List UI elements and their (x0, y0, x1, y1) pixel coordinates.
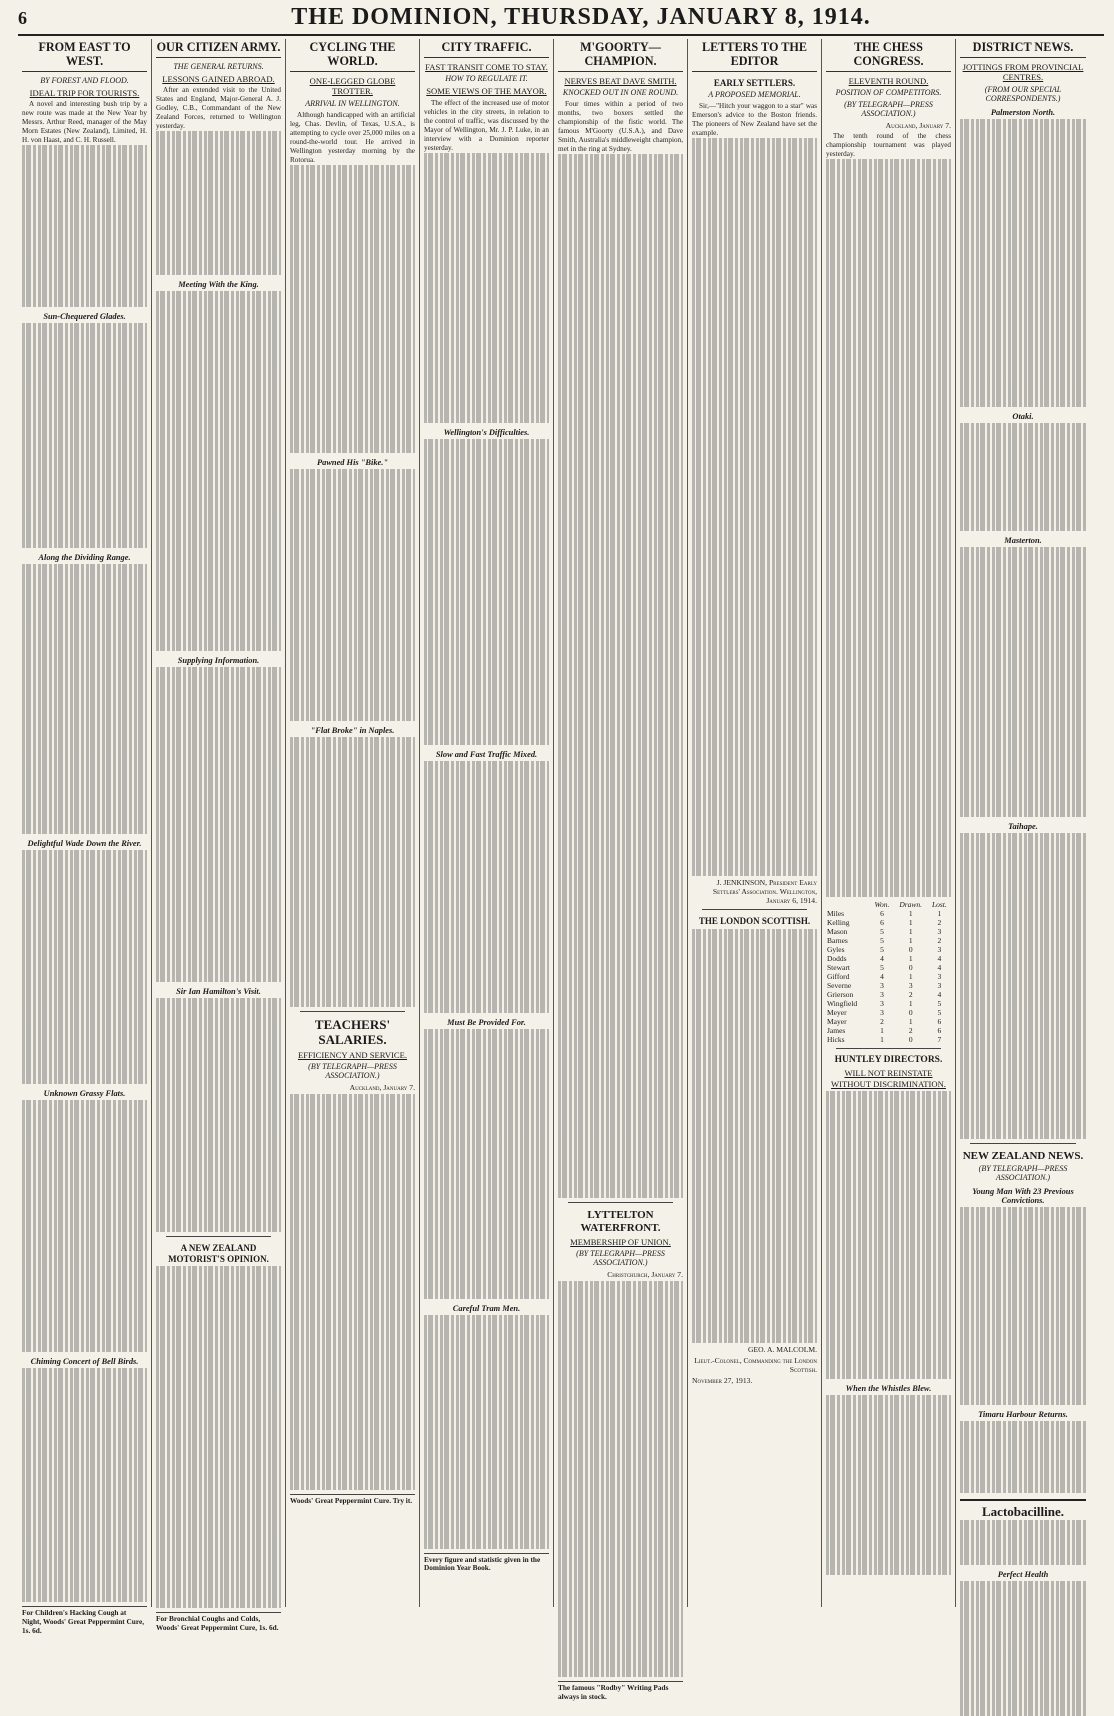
section-heading: Pawned His "Bike." (317, 457, 388, 467)
table-cell: 1 (880, 1026, 884, 1036)
column-7 (822, 39, 956, 1607)
body-text (424, 153, 549, 423)
body-text (826, 1091, 951, 1379)
table-header-cell: Won. (874, 900, 890, 910)
body-text (960, 833, 1086, 1139)
section-heading: Masterton. (1004, 535, 1042, 545)
body-text (558, 154, 683, 1198)
divider (702, 909, 807, 910)
body-text (156, 291, 281, 651)
divider (836, 1048, 941, 1049)
divider (970, 1143, 1076, 1144)
table-cell: Stewart (827, 963, 850, 973)
section-heading: When the Whistles Blew. (845, 1383, 932, 1393)
story-headline: LYTTELTON WATERFRONT. (580, 1209, 661, 1235)
table-cell: 1 (908, 918, 913, 928)
column-1 (18, 39, 152, 1635)
advertisement-title: Lactobacilline. (960, 1499, 1086, 1520)
deck: BY FOREST AND FLOOD. (40, 76, 129, 86)
table-cell: Grierson (827, 990, 854, 1000)
table-cell: 0 (908, 963, 913, 973)
table-row (826, 1026, 951, 1035)
body-text (960, 119, 1086, 407)
subhead: HOW TO REGULATE IT. (445, 74, 528, 84)
table-cell: Gyles (827, 945, 845, 955)
divider (166, 1236, 271, 1237)
table-cell: 5 (937, 1008, 942, 1018)
headline: M'GOORTY—CHAMPION. (558, 40, 683, 72)
body-text (22, 564, 147, 834)
body-text (424, 761, 549, 1013)
table-cell: 1 (908, 936, 913, 946)
table-cell: 1 (908, 927, 913, 937)
table-row (826, 909, 951, 918)
divider (568, 1202, 673, 1203)
table-row (826, 918, 951, 927)
article-intro: Four times within a period of two months, two boxers settled the championship of the fistic world. The famous M'Goorty (U.S.A.), and Dave Smith, Australia's middleweight champion, met in the ring at Sydney. (558, 100, 683, 154)
table-row (826, 954, 951, 963)
table-row (826, 927, 951, 936)
table-cell: 3 (937, 945, 942, 955)
section-heading: Along the Dividing Range. (38, 553, 131, 563)
section-heading: Chiming Concert of Bell Birds. (30, 1357, 139, 1367)
letter-intro: Sir,—"Hitch your waggon to a star" was Emerson's advice to the Boston friends. The pioneers of New Zealand have set the example. (692, 102, 817, 138)
table-row (826, 945, 951, 954)
story-headline: NEW ZEALAND NEWS. (962, 1149, 1084, 1162)
table-row (826, 936, 951, 945)
story-dateline: Auckland, January 7. (885, 121, 951, 131)
deck: THE GENERAL RETURNS. (173, 62, 264, 72)
body-text (960, 423, 1086, 531)
deck: ONE-LEGGED GLOBE TROTTER. (309, 76, 396, 97)
column-2 (152, 39, 286, 1632)
section-heading: Young Man With 23 Previous Convictions. (972, 1187, 1074, 1206)
table-cell: 0 (908, 1008, 913, 1018)
section-heading: Sun-Chequered Glades. (43, 312, 126, 322)
article-intro: The tenth round of the chess championship tournament was played yesterday. (826, 132, 951, 159)
table-cell: Severne (827, 981, 852, 991)
section-heading: Unknown Grassy Flats. (43, 1089, 126, 1099)
table-cell: 6 (937, 1017, 942, 1027)
body-text (960, 1207, 1086, 1405)
table-cell: 3 (937, 981, 942, 991)
subhead: KNOCKED OUT IN ONE ROUND. (562, 88, 679, 98)
table-cell: 3 (880, 1008, 884, 1018)
newspaper-title: THE DOMINION, THURSDAY, JANUARY 8, 1914. (291, 4, 871, 30)
section-heading: Taihape. (1008, 821, 1038, 831)
body-text (692, 138, 817, 876)
deck-2: SOME VIEWS OF THE MAYOR. (426, 86, 547, 97)
subhead: ARRIVAL IN WELLINGTON. (305, 98, 400, 108)
table-cell: 1 (908, 954, 913, 964)
headline: LETTERS TO THE EDITOR (692, 40, 817, 72)
body-text (22, 850, 147, 1084)
section-heading: Palmerston North. (990, 107, 1056, 117)
deck: JOTTINGS FROM PROVINCIAL CENTRES. (962, 62, 1084, 83)
table-row (826, 999, 951, 1008)
story-byline: (BY TELEGRAPH—PRESS ASSOCIATION.) (978, 1164, 1068, 1183)
section-heading: Must Be Provided For. (447, 1017, 526, 1027)
story-byline: (BY TELEGRAPH—PRESS ASSOCIATION.) (844, 100, 933, 119)
letter-signoff: GEO. A. MALCOLM. (748, 1344, 817, 1354)
story-dateline: Auckland, January 7. (349, 1082, 415, 1092)
column-5 (554, 39, 688, 1701)
table-row (826, 963, 951, 972)
table-cell: Hicks (827, 1035, 845, 1045)
advertisement: The famous "Rodby" Writing Pads always in stock. (558, 1681, 683, 1702)
table-cell: James (827, 1026, 846, 1036)
table-row (826, 1008, 951, 1017)
section-heading: Timaru Harbour Returns. (978, 1410, 1068, 1420)
body-text (156, 998, 281, 1232)
story-headline: THE LONDON SCOTTISH. (698, 916, 811, 927)
table-cell: 1 (908, 909, 913, 919)
section-heading: Wellington's Difficulties. (443, 427, 530, 437)
advertisement-text (960, 1581, 1086, 1716)
body-text (424, 1315, 549, 1549)
article-intro: A novel and interesting bush trip by a new route was made at the New Year by Messrs. Arthur Reed, manager of the May Morn Estates (New Zealand), Limited, H. H. von Haast, and C. H. Russell. (22, 100, 147, 145)
table-cell: 3 (880, 981, 884, 991)
table-header-cell: Drawn. (899, 900, 923, 910)
table-header-cell (826, 900, 870, 909)
story-byline: (BY TELEGRAPH—PRESS ASSOCIATION.) (576, 1248, 665, 1267)
headline: CITY TRAFFIC. (424, 40, 549, 58)
body-text (22, 1100, 147, 1352)
body-text (22, 145, 147, 307)
deck: EARLY SETTLERS. (713, 78, 796, 89)
table-row (826, 1017, 951, 1026)
letter-signoff-detail: Lieut.-Colonel, Commanding the London Scottish. (694, 1355, 817, 1374)
table-cell: 1 (908, 999, 913, 1009)
body-text (22, 323, 147, 548)
table-cell: 0 (908, 945, 913, 955)
story-deck: MEMBERSHIP OF UNION. (570, 1236, 671, 1247)
deck: NERVES BEAT DAVE SMITH. (564, 76, 677, 87)
page-number: 6 (18, 8, 27, 28)
table-cell: 5 (880, 927, 884, 937)
body-text (22, 1368, 147, 1602)
table-header-cell: Lost. (931, 900, 947, 910)
headline: THE CHESS CONGRESS. (826, 40, 951, 72)
subhead: A PROPOSED MEMORIAL. (708, 90, 801, 100)
body-text (826, 1395, 951, 1575)
story-deck: EFFICIENCY AND SERVICE. (297, 1049, 408, 1060)
chess-standings-table (826, 900, 951, 1044)
table-cell: 1 (908, 972, 913, 982)
divider (300, 1011, 405, 1012)
byline: (FROM OUR SPECIAL CORRESPONDENTS.) (984, 84, 1062, 103)
deck: FAST TRANSIT COME TO STAY. (425, 62, 548, 73)
column-8 (956, 39, 1090, 1607)
section-heading: Delightful Wade Down the River. (27, 839, 142, 849)
column-3 (286, 39, 420, 1607)
body-text (424, 1029, 549, 1299)
table-cell: 6 (880, 909, 884, 919)
advertisement-subtitle: Perfect Health (997, 1570, 1049, 1580)
advertisement: For Bronchial Coughs and Colds, Woods' Great Peppermint Cure, 1s. 6d. (156, 1612, 281, 1633)
article-intro: Although handicapped with an artificial leg, Chas. Devlin, of Texas, U.S.A., is attempting to cycle over 25,000 miles on a round-the-world tour. He arrived in Wellington yesterday morning by the Rotorua. (290, 110, 415, 164)
story-headline: A NEW ZEALAND MOTORIST'S OPINION. (168, 1243, 269, 1264)
section-heading: Otaki. (1012, 411, 1034, 421)
column-6 (688, 39, 822, 1607)
table-row (826, 1035, 951, 1044)
table-cell: Miles (827, 909, 845, 919)
table-cell: 2 (937, 918, 942, 928)
table-cell: 3 (937, 972, 942, 982)
advertisement: Every figure and statistic given in the Dominion Year Book. (424, 1553, 549, 1574)
letter-date: November 27, 1913. (692, 1375, 753, 1385)
story-headline: HUNTLEY DIRECTORS. (834, 1055, 943, 1066)
advertisement-text (960, 1520, 1086, 1565)
table-cell: Mayer (827, 1017, 847, 1027)
story-deck: WILL NOT REINSTATE WITHOUT DISCRIMINATION. (831, 1068, 946, 1089)
table-cell: 3 (937, 927, 942, 937)
table-cell: 7 (937, 1035, 942, 1045)
table-cell: 3 (880, 999, 884, 1009)
section-heading: Careful Tram Men. (452, 1303, 521, 1313)
section-heading: Meeting With the King. (178, 280, 259, 290)
masthead (18, 4, 1104, 36)
body-text (960, 1421, 1086, 1493)
table-cell: 6 (937, 1026, 942, 1036)
body-text (826, 159, 951, 897)
table-cell: 4 (937, 963, 942, 973)
article-intro: After an extended visit to the United States and England, Major-General A. J. Godley, C.B., Commandant of the New Zealand Forces, returned to Wellington yesterday. (156, 86, 281, 131)
table-cell: 5 (880, 936, 884, 946)
table-cell: 2 (908, 1026, 913, 1036)
body-text (156, 667, 281, 982)
columns (18, 39, 1104, 1701)
article-intro: The effect of the increased use of motor vehicles in the city streets, in relation to the control of traffic, was discussed by the Mayor of Wellington, Mr. J. P. Luke, in an interview with a Dominion reporter yesterday. (424, 98, 549, 152)
table-cell: Barnes (827, 936, 848, 946)
subhead: LESSONS GAINED ABROAD. (162, 74, 275, 85)
body-text (290, 1094, 415, 1490)
body-text (424, 439, 549, 745)
story-headline: TEACHERS' SALARIES. (314, 1016, 391, 1047)
table-cell: Dodds (827, 954, 847, 964)
table-cell: 5 (880, 945, 884, 955)
deck: ELEVENTH ROUND. (848, 76, 929, 87)
body-text (290, 469, 415, 721)
table-cell: 2 (880, 1017, 884, 1027)
table-cell: 4 (880, 972, 884, 982)
headline: DISTRICT NEWS. (960, 40, 1086, 58)
body-text (558, 1281, 683, 1677)
table-cell: 4 (937, 954, 942, 964)
table-cell: 2 (937, 936, 942, 946)
table-cell: Mason (827, 927, 848, 937)
section-heading: Supplying Information. (177, 656, 260, 666)
body-text (692, 929, 817, 1343)
table-cell: 3 (880, 990, 884, 1000)
headline: FROM EAST TO WEST. (22, 40, 147, 72)
letter-signoff: J. JENKINSON, President Early Settlers' Association. Wellington, January 6, 1914. (712, 878, 817, 906)
headline: OUR CITIZEN ARMY. (156, 40, 281, 58)
table-cell: Meyer (827, 1008, 847, 1018)
headline: CYCLING THE WORLD. (290, 40, 415, 72)
table-cell: Kelling (827, 918, 850, 928)
table-row (826, 990, 951, 999)
table-cell: 5 (880, 963, 884, 973)
table-cell: Wingfield (827, 999, 858, 1009)
body-text (156, 1266, 281, 1608)
column-4 (420, 39, 554, 1607)
table-cell: 1 (880, 1035, 884, 1045)
subhead: POSITION OF COMPETITORS. (835, 88, 942, 98)
table-cell: 1 (937, 909, 942, 919)
table-cell: 2 (908, 990, 913, 1000)
section-heading: Sir Ian Hamilton's Visit. (176, 987, 261, 997)
body-text (960, 547, 1086, 817)
advertisement: Woods' Great Peppermint Cure. Try it. (290, 1494, 415, 1506)
story-byline: (BY TELEGRAPH—PRESS ASSOCIATION.) (308, 1061, 397, 1080)
advertisement: For Children's Hacking Cough at Night, Woods' Great Peppermint Cure, 1s. 6d. (22, 1606, 147, 1635)
table-row (826, 972, 951, 981)
body-text (290, 737, 415, 1007)
subhead: IDEAL TRIP FOR TOURISTS. (29, 88, 140, 99)
story-dateline: Christchurch, January 7. (607, 1269, 683, 1279)
table-cell: 0 (908, 1035, 913, 1045)
table-cell: 3 (908, 981, 913, 991)
table-cell: 4 (937, 990, 942, 1000)
section-heading: "Flat Broke" in Naples. (310, 725, 395, 735)
table-row (826, 981, 951, 990)
table-cell: Gifford (827, 972, 850, 982)
body-text (290, 165, 415, 453)
section-heading: Slow and Fast Traffic Mixed. (435, 749, 538, 759)
table-cell: 4 (880, 954, 884, 964)
table-cell: 5 (937, 999, 942, 1009)
table-cell: 1 (908, 1017, 913, 1027)
body-text (156, 131, 281, 275)
table-cell: 6 (880, 918, 884, 928)
